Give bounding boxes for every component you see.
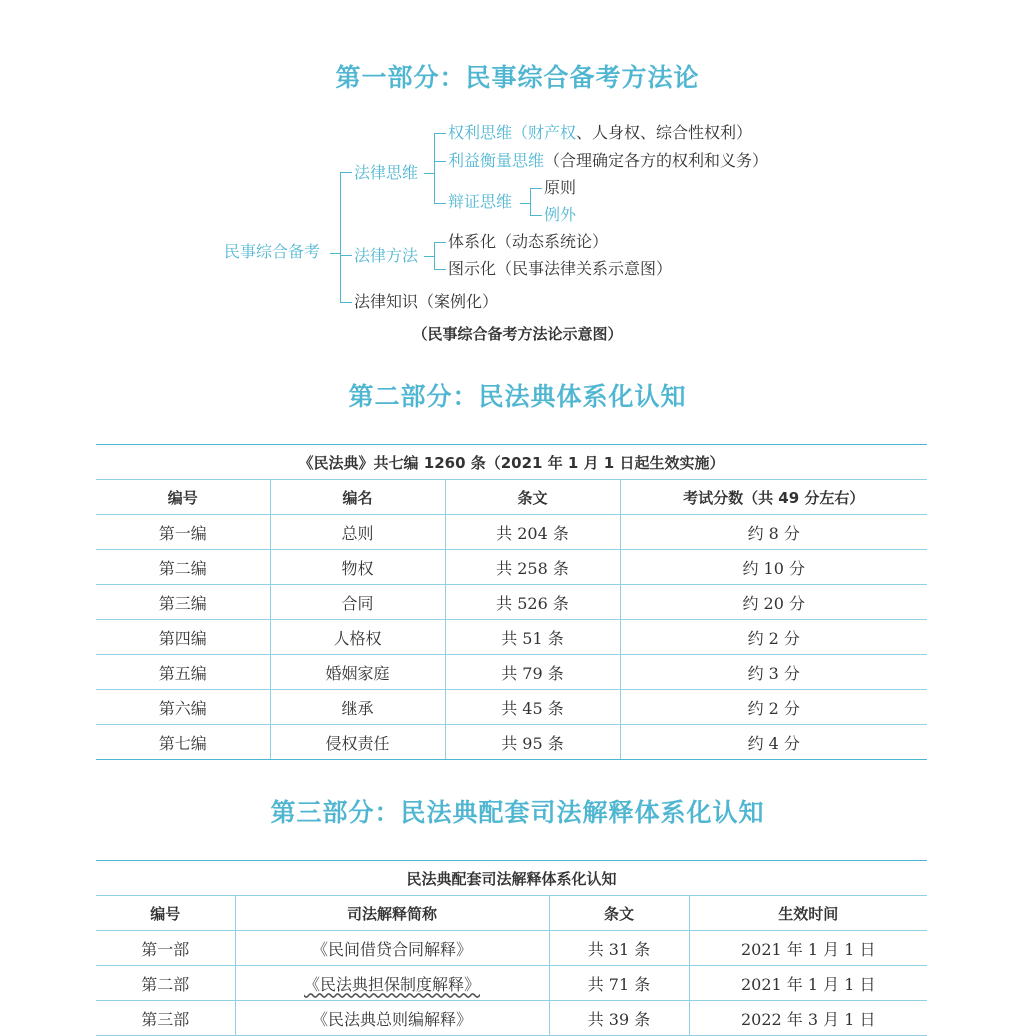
rights-thinking-rest: 、人身权、综合性权利） xyxy=(576,123,753,142)
table-row xyxy=(96,690,927,725)
table-cell: 物权 xyxy=(270,550,445,585)
mindmap-dialectical-thinking: 辩证思维 xyxy=(448,192,513,211)
table-cell: 第三编 xyxy=(96,585,270,620)
civil-code-table-caption: 《民法典》共七编 1260 条（2021 年 1 月 1 日起生效实施） xyxy=(96,445,927,480)
mindmap-branch-legal-method: 法律方法 xyxy=(354,246,419,265)
header-cell: 编号 xyxy=(96,480,270,515)
table-row xyxy=(96,620,927,655)
part2-title: 第二部分：民法典体系化认知 xyxy=(348,382,687,411)
rights-thinking-part1: 权利思维（ xyxy=(448,123,529,142)
table-cell: 第三部 xyxy=(96,1001,235,1036)
table-cell: 约 4 分 xyxy=(620,725,927,760)
table-cell: 约 3 分 xyxy=(620,655,927,690)
table-cell: 人格权 xyxy=(270,620,445,655)
table-cell: 《民法典总则编解释》 xyxy=(235,1001,549,1036)
rights-thinking-property: 财产权 xyxy=(528,123,577,142)
mindmap-branch-legal-thinking: 法律思维 xyxy=(354,163,419,182)
table-row xyxy=(96,966,927,1001)
table-row xyxy=(96,515,927,550)
mindmap-diagramming: 图示化（民事法律关系示意图） xyxy=(448,259,673,278)
table-row xyxy=(96,550,927,585)
table-cell: 第四编 xyxy=(96,620,270,655)
table-cell: 共 31 条 xyxy=(549,931,689,966)
table-cell: 共 39 条 xyxy=(549,1001,689,1036)
judicial-table-caption: 民法典配套司法解释体系化认知 xyxy=(96,861,927,896)
table-cell: 共 526 条 xyxy=(445,585,620,620)
mindmap-rights-thinking xyxy=(448,123,752,143)
header-cell: 生效时间 xyxy=(689,896,927,931)
table-cell: 共 258 条 xyxy=(445,550,620,585)
table-cell: 第二部 xyxy=(96,966,235,1001)
header-cell: 编号 xyxy=(96,896,235,931)
interest-balancing-label: 利益衡量思维 xyxy=(448,151,545,170)
table-cell: 约 2 分 xyxy=(620,620,927,655)
table-cell: 2021 年 1 月 1 日 xyxy=(689,931,927,966)
table-cell: 继承 xyxy=(270,690,445,725)
header-cell: 编名 xyxy=(270,480,445,515)
mindmap-principle: 原则 xyxy=(544,178,577,197)
part3-title: 第三部分：民法典配套司法解释体系化认知 xyxy=(270,798,765,827)
civil-code-table xyxy=(96,444,927,760)
table-cell: 共 45 条 xyxy=(445,690,620,725)
mindmap-systematization: 体系化（动态系统论） xyxy=(448,232,609,251)
table-cell: 2022 年 3 月 1 日 xyxy=(689,1001,927,1036)
table-cell: 共 79 条 xyxy=(445,655,620,690)
table-row xyxy=(96,931,927,966)
table-cell: 约 2 分 xyxy=(620,690,927,725)
table-cell: 共 95 条 xyxy=(445,725,620,760)
mindmap-caption: （民事综合备考方法论示意图） xyxy=(412,325,623,343)
table-cell: 第六编 xyxy=(96,690,270,725)
header-cell: 条文 xyxy=(445,480,620,515)
table-cell: 第一编 xyxy=(96,515,270,550)
table-cell: 第二编 xyxy=(96,550,270,585)
table-cell: 2021 年 1 月 1 日 xyxy=(689,966,927,1001)
table-cell: 第七编 xyxy=(96,725,270,760)
table-cell: 第一部 xyxy=(96,931,235,966)
table-row xyxy=(96,725,927,760)
table-cell: 总则 xyxy=(270,515,445,550)
table-cell: 约 20 分 xyxy=(620,585,927,620)
table-row xyxy=(96,655,927,690)
part1-title: 第一部分：民事综合备考方法论 xyxy=(335,63,700,92)
judicial-interpretation-table xyxy=(96,860,927,1036)
header-cell: 考试分数（共 49 分左右） xyxy=(620,480,927,515)
interest-balancing-desc: （合理确定各方的权利和义务） xyxy=(544,151,769,170)
table-cell: 共 51 条 xyxy=(445,620,620,655)
table-cell: 共 204 条 xyxy=(445,515,620,550)
header-cell: 司法解释简称 xyxy=(235,896,549,931)
table-row xyxy=(96,585,927,620)
table-cell: 合同 xyxy=(270,585,445,620)
table-cell: 约 8 分 xyxy=(620,515,927,550)
table-cell: 婚姻家庭 xyxy=(270,655,445,690)
mindmap-root: 民事综合备考 xyxy=(224,242,321,261)
mindmap-interest-balancing xyxy=(448,151,768,171)
table-cell: 第五编 xyxy=(96,655,270,690)
mindmap-branch-legal-knowledge: 法律知识（案例化） xyxy=(354,292,499,311)
table-cell: 约 10 分 xyxy=(620,550,927,585)
table-cell xyxy=(235,966,549,1001)
table-row xyxy=(96,1001,927,1036)
wavy-underlined-title: 《民法典担保制度解释》 xyxy=(303,974,480,994)
table-cell: 侵权责任 xyxy=(270,725,445,760)
mindmap-exception: 例外 xyxy=(544,205,577,224)
table-cell: 共 71 条 xyxy=(549,966,689,1001)
header-cell: 条文 xyxy=(549,896,689,931)
table-cell: 《民间借贷合同解释》 xyxy=(235,931,549,966)
